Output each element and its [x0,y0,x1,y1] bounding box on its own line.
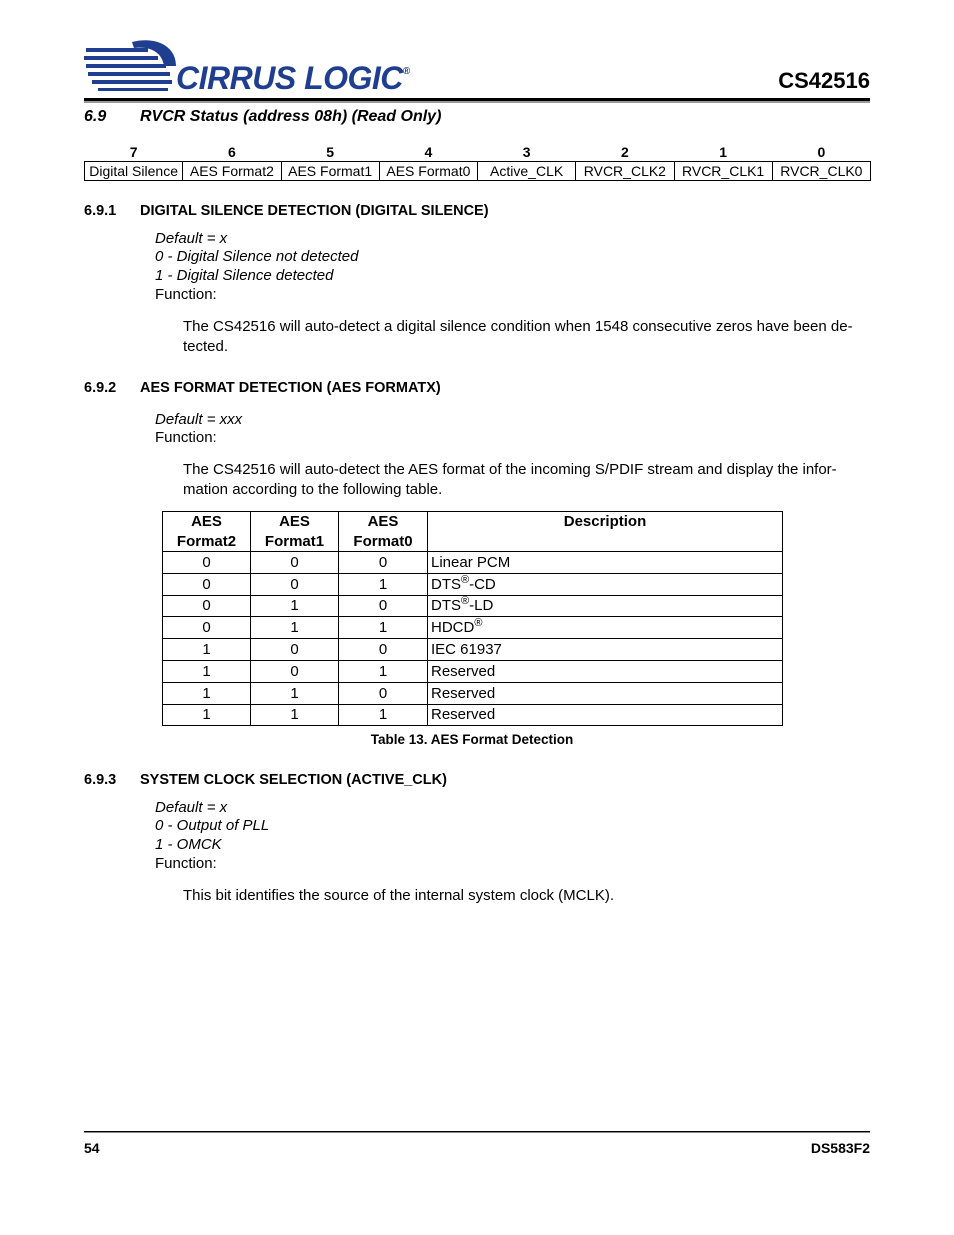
option-0: 0 - Digital Silence not detected [155,248,359,265]
default-value: Default = x [155,799,228,816]
table-cell-description: Linear PCM [428,552,783,574]
bit-number: 2 [620,144,629,160]
aes-format-table [162,511,783,726]
table-cell-description: DTS®-CD [428,573,783,595]
column-header: AES Format0 [339,512,428,552]
table-cell: 0 [339,552,428,574]
subsection-heading: 6.9.3 SYSTEM CLOCK SELECTION (ACTIVE_CLK) [84,772,447,788]
table-cell-description: HDCD® [428,617,783,639]
table-cell: 1 [339,617,428,639]
page-number: 54 [84,1140,100,1156]
bit-name: Digital Silence [85,162,183,181]
function-label: Function: [155,286,217,303]
table-cell-description: Reserved [428,682,783,704]
default-value: Default = x [155,230,228,247]
table-cell: 1 [339,704,428,726]
table-cell: 0 [163,595,251,617]
register-name-row [85,162,871,181]
table-cell-description: Reserved [428,704,783,726]
option-1: 1 - Digital Silence detected [155,267,334,284]
function-description: The CS42516 will auto-detect a digital silence condition when 1548 consecutive zeros have been de- tected. [183,318,853,355]
table-cell: 1 [163,704,251,726]
table-cell-description: DTS®-LD [428,595,783,617]
table-cell: 1 [251,617,339,639]
table-cell-description: Reserved [428,660,783,682]
table-cell: 1 [163,660,251,682]
subsection-heading: 6.9.1 DIGITAL SILENCE DETECTION (DIGITAL SILENCE) [84,203,489,219]
table-row [163,682,783,704]
table-row [163,595,783,617]
bit-name: Active_CLK [478,162,576,181]
table-cell: 0 [251,573,339,595]
table-header-row [163,512,783,552]
table-cell: 0 [163,573,251,595]
bit-number: 1 [719,144,728,160]
document-id: DS583F2 [810,1140,870,1156]
register-map-table [84,143,871,181]
bit-name: AES Format1 [281,162,379,181]
table-cell: 1 [251,682,339,704]
bit-number: 7 [129,144,138,160]
header-rule [84,98,870,101]
table-cell: 0 [339,595,428,617]
default-value: Default = xxx [155,411,243,428]
subsection-heading: 6.9.2 AES FORMAT DETECTION (AES FORMATX) [84,380,441,396]
bit-name: AES Format2 [183,162,281,181]
function-label: Function: [155,855,217,872]
section-heading: 6.9 RVCR Status (address 08h) (Read Only) [84,108,442,125]
function-label: Function: [155,429,217,446]
option-1: 1 - OMCK [155,836,222,853]
part-number: CS42516 [778,68,870,93]
table-cell: 0 [163,617,251,639]
table-cell: 1 [251,595,339,617]
table-caption: Table 13. AES Format Detection [370,732,574,747]
table-cell: 0 [251,660,339,682]
function-description: The CS42516 will auto-detect the AES format of the incoming S/PDIF stream and display the infor- mation according to the following table. [183,461,837,498]
bit-number: 3 [522,144,531,160]
table-cell: 0 [251,552,339,574]
bit-name: RVCR_CLK1 [674,162,772,181]
footer-rule [84,1131,870,1132]
column-header: Description [428,512,783,552]
column-header: AES Format2 [163,512,251,552]
table-cell: 0 [339,639,428,661]
table-row [163,704,783,726]
table-cell: 1 [339,573,428,595]
table-cell: 1 [163,639,251,661]
table-row [163,660,783,682]
table-row [163,552,783,574]
logo-wordmark: CIRRUS LOGIC® [176,60,410,96]
table-cell-description: IEC 61937 [428,639,783,661]
table-cell: 0 [251,639,339,661]
table-cell: 1 [339,660,428,682]
table-cell: 0 [163,552,251,574]
column-header: AES Format1 [251,512,339,552]
register-bit-row [85,143,871,162]
bit-number: 4 [424,144,433,160]
bit-number: 5 [326,144,335,160]
table-cell: 1 [251,704,339,726]
bit-number: 6 [227,144,236,160]
table-cell: 1 [163,682,251,704]
table-row [163,639,783,661]
table-cell: 0 [339,682,428,704]
bit-name: AES Format0 [379,162,477,181]
bit-number: 0 [817,144,826,160]
table-row [163,573,783,595]
option-0: 0 - Output of PLL [155,817,270,834]
bit-name: RVCR_CLK2 [576,162,674,181]
table-row [163,617,783,639]
function-description: This bit identifies the source of the internal system clock (MCLK). [183,887,615,904]
bit-name: RVCR_CLK0 [772,162,870,181]
